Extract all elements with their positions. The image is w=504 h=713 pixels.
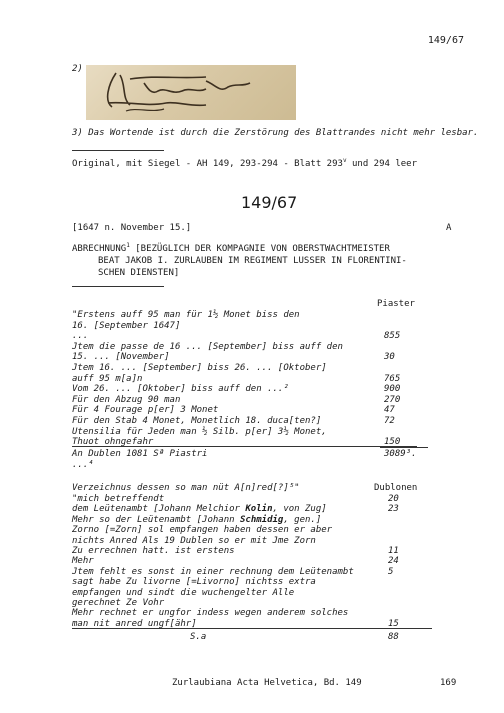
ledger-row-value: 20 [388,494,399,504]
ledger-row [72,525,457,536]
ledger-row [72,546,457,557]
document-title [72,240,407,279]
ledger-row-value: 765 [384,373,401,384]
subtotal-rule [72,446,417,447]
ledger-row [72,310,457,321]
document-number: 149/67 [241,193,298,212]
page-header: 149/67 [427,35,464,46]
ledger-row [72,588,457,599]
ledger-row-value: 11 [388,546,399,556]
source-tail: und 294 leer [346,159,418,169]
ledger-row [72,395,457,406]
sum-line-value: 3089³. [384,449,417,459]
footer-journal: Zurlaubiana Acta Helvetica, Bd. 149 [172,678,362,688]
title-line1b: [BEZÜGLICH DER KOMPAGNIE VON OBERSTWACHTMEISTER [129,244,390,254]
ledger-row-value: 15 [388,618,399,629]
ledger-row [72,598,457,609]
signature-image [86,65,296,120]
title-line1a: ABRECHNUNG [72,244,127,254]
ledger-row-text: auff 95 m[a]n [72,373,143,384]
ledger-row-text: 16. [September 1647] [72,320,181,331]
ledger-row-text: Mehr so der Leütenambt [Johann Schmidig, gen.] [72,514,322,525]
ledger-row-text: Mehr [72,556,94,567]
date-line: [1647 n. November 15.] [72,223,192,233]
ledger-row-value: 270 [384,394,401,405]
ledger-row [72,374,457,385]
ledger-row-text: ... [72,331,89,342]
divider [72,286,164,287]
ledger-row-text: Zorno [=Zorn] sol empfangen haben dessen er aber [72,525,333,536]
ledger-row-text: Jtem fehlt es sonst in einer rechnung dem Leütenambt [72,566,354,577]
source-text: Original, mit Siegel - AH 149, 293-294 - Blatt 293 [72,159,343,169]
total-value: 88 [388,632,399,642]
ledger-row [72,416,457,427]
sum-line-text: An Dublen 1081 Sª Piastri [72,449,208,459]
ledger-row [72,556,457,567]
ledger-row-text: Für den Stab 4 Monet, Monetlich 18. duca[ten?] [72,416,322,426]
ledger-row [72,384,457,395]
ledger-row [72,536,457,547]
source-line [72,157,417,169]
ledger-row-value: 5 [388,566,394,577]
ledger-row-text: sagt habe Zu livorne [=Livorno] nichtss extra [72,577,316,588]
ledger-row-text: "mich betreffendt [72,494,165,504]
total-label: S.a [190,632,207,642]
footnote-2-mark: 2) [72,64,83,74]
ledger-row-text: Jtem die passe de 16 ... [September] biss auff den [72,341,343,352]
ledger-row-text: Mehr rechnet er ungfor indess wegen anderem solches [72,608,349,619]
ledger-row-text: Utensilia für Jeden man ½ Silb. p[er] 3½ Monet, [72,426,327,437]
ledger-row [72,608,457,619]
ledger-row-text: Thuot ohngefahr [72,437,154,448]
ledger-row-text: "Erstens auff 95 man für 1½ Monet biss den [72,310,300,320]
ledger-row-value: 72 [384,416,395,426]
ledger-row-text: nichts Anred Als 19 Dublen so er mit Jme Zorn [72,535,316,546]
ledger-row-value: 24 [388,556,399,567]
ledger-row [72,363,457,374]
ledger-row [72,567,457,578]
ledger-row [72,352,457,363]
ledger-row-value: 855 [384,331,401,342]
ledger-row [72,342,457,353]
total-rule [72,628,417,629]
ledger-row-text: man nit anred ungf[ähr] [72,618,197,629]
col-header-piaster: Piaster [377,299,415,309]
ledger-row-text: gerechnet Ze Vohr [72,598,165,608]
ledger-row-text: Für 4 Fourage p[er] 3 Monet [72,405,219,416]
ledger-row-value: 30 [384,352,395,363]
col-header-dublonen: Dublonen [374,483,418,493]
sum-line [72,449,207,459]
ledger-row [72,321,457,332]
source-sup: v [342,157,347,164]
ledger-row-text: Zu errechnen hatt. ist erstens [72,546,235,556]
ledger-row-text: Vom 26. ... [Oktober] biss auff den ...² [72,384,289,395]
ledger-row-value: 900 [384,384,401,395]
ledger-row [72,405,457,416]
ledger-row [72,504,457,515]
date-letter: A [446,223,452,233]
ledger-row-text: 15. ... [November] [72,352,170,363]
divider [72,150,164,151]
ledger-row [72,331,457,342]
footnote-3: 3) Das Wortende ist durch die Zerstörung des Blattrandes nicht mehr lesbar. [72,128,479,138]
title-line2: BEAT JAKOB I. ZURLAUBEN IM REGIMENT LUSSER IN FLORENTINI- [98,256,407,266]
ledger-row [72,577,457,588]
sum-line-2: ...⁴ [72,460,94,470]
section2-header: Verzeichnus dessen so man nüt A[n]red[?]⁵" [72,483,300,493]
title-sup: 1 [126,242,130,249]
ledger-row-value: 23 [388,504,399,515]
ledger-row-text: dem Leütenambt [Johann Melchior Kolin, von Zug] [72,504,327,515]
footer-page-number: 169 [440,678,457,688]
ledger-row-value: 47 [384,405,395,416]
ledger-row-value: 150 [384,437,401,448]
ledger-row-text: Jtem 16. ... [September] biss 26. ... [Oktober] [72,363,327,373]
title-line3: SCHEN DIENSTEN] [98,268,180,278]
ledger-row [72,427,457,438]
ledger-row-text: Für den Abzug 90 man [72,394,181,405]
ledger-row-text: empfangen und sindt die wuchengelter Alle [72,587,295,598]
ledger-row [72,515,457,526]
